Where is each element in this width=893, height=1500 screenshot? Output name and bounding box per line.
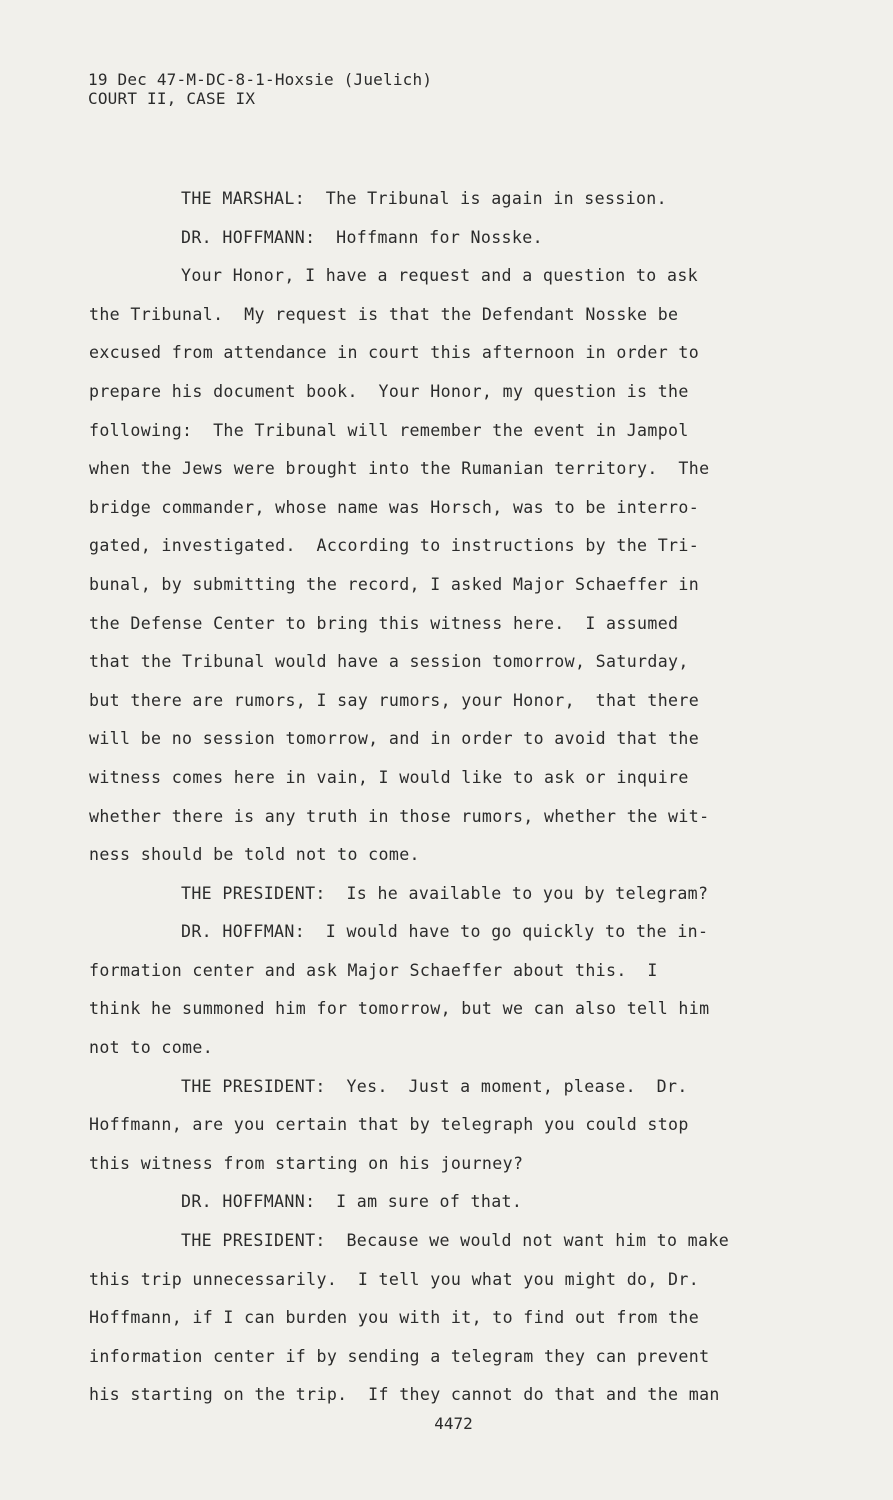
transcript-line: prepare his document book. Your Honor, my question is the <box>89 381 689 401</box>
transcript-line: when the Jews were brought into the Rumanian territory. The <box>89 459 710 479</box>
transcript-line: the Tribunal. My request is that the Defendant Nosske be <box>89 304 679 324</box>
transcript-line: witness comes here in vain, I would like to ask or inquire <box>89 767 689 787</box>
transcript-line: not to come. <box>89 1038 214 1058</box>
transcript-line: formation center and ask Major Schaeffer about this. I <box>89 960 658 980</box>
transcript-line: THE MARSHAL: The Tribunal is again in session. <box>181 189 667 208</box>
transcript-line: Your Honor, I have a request and a question to ask <box>181 266 699 286</box>
transcript-line: the Defense Center to bring this witness here. I assumed <box>89 613 679 633</box>
transcript-line: his starting on the trip. If they cannot do that and the man <box>89 1385 720 1405</box>
header-reference-line: 19 Dec 47-M-DC-8-1-Hoxsie (Juelich) <box>88 70 433 89</box>
transcript-line: DR. HOFFMAN: I would have to go quickly to the in- <box>181 922 709 942</box>
transcript-line: following: The Tribunal will remember the event in Jampol <box>89 420 689 440</box>
transcript-line: this witness from starting on his journey? <box>89 1153 524 1173</box>
transcript-line: gated, investigated. According to instructions by the Tri- <box>89 536 700 556</box>
transcript-line: THE PRESIDENT: Yes. Just a moment, please. Dr. <box>181 1076 688 1096</box>
transcript-line: will be no session tomorrow, and in order to avoid that the <box>89 729 700 749</box>
transcript-line: think he summoned him for tomorrow, but we can also tell him <box>89 999 710 1019</box>
transcript-line: Hoffmann, are you certain that by telegraph you could stop <box>89 1115 689 1135</box>
header-court-case-line: COURT II, CASE IX <box>88 89 256 108</box>
page-number: 4472 <box>434 1414 473 1433</box>
transcript-line: Hoffmann, if I can burden you with it, to find out from the <box>89 1308 700 1328</box>
transcript-line: ness should be told not to come. <box>89 845 420 865</box>
transcript-line: excused from attendance in court this afternoon in order to <box>89 343 700 363</box>
transcript-line: information center if by sending a telegram they can prevent <box>89 1346 710 1366</box>
transcript-line: DR. HOFFMANN: Hoffmann for Nosske. <box>181 227 543 247</box>
transcript-body <box>89 180 805 1415</box>
transcript-line: this trip unnecessarily. I tell you what you might do, Dr. <box>89 1269 700 1289</box>
transcript-line: bridge commander, whose name was Horsch, was to be interro- <box>89 497 700 517</box>
transcript-line: that the Tribunal would have a session tomorrow, Saturday, <box>89 652 689 672</box>
transcript-line: whether there is any truth in those rumors, whether the wit- <box>89 806 710 826</box>
transcript-line: THE PRESIDENT: Because we would not want him to make <box>181 1231 730 1251</box>
transcript-line: THE PRESIDENT: Is he available to you by telegram? <box>181 883 709 903</box>
transcript-line: DR. HOFFMANN: I am sure of that. <box>181 1192 523 1212</box>
transcript-line: but there are rumors, I say rumors, your Honor, that there <box>89 690 700 710</box>
transcript-line: bunal, by submitting the record, I asked Major Schaeffer in <box>89 574 700 594</box>
page-header <box>88 70 432 108</box>
